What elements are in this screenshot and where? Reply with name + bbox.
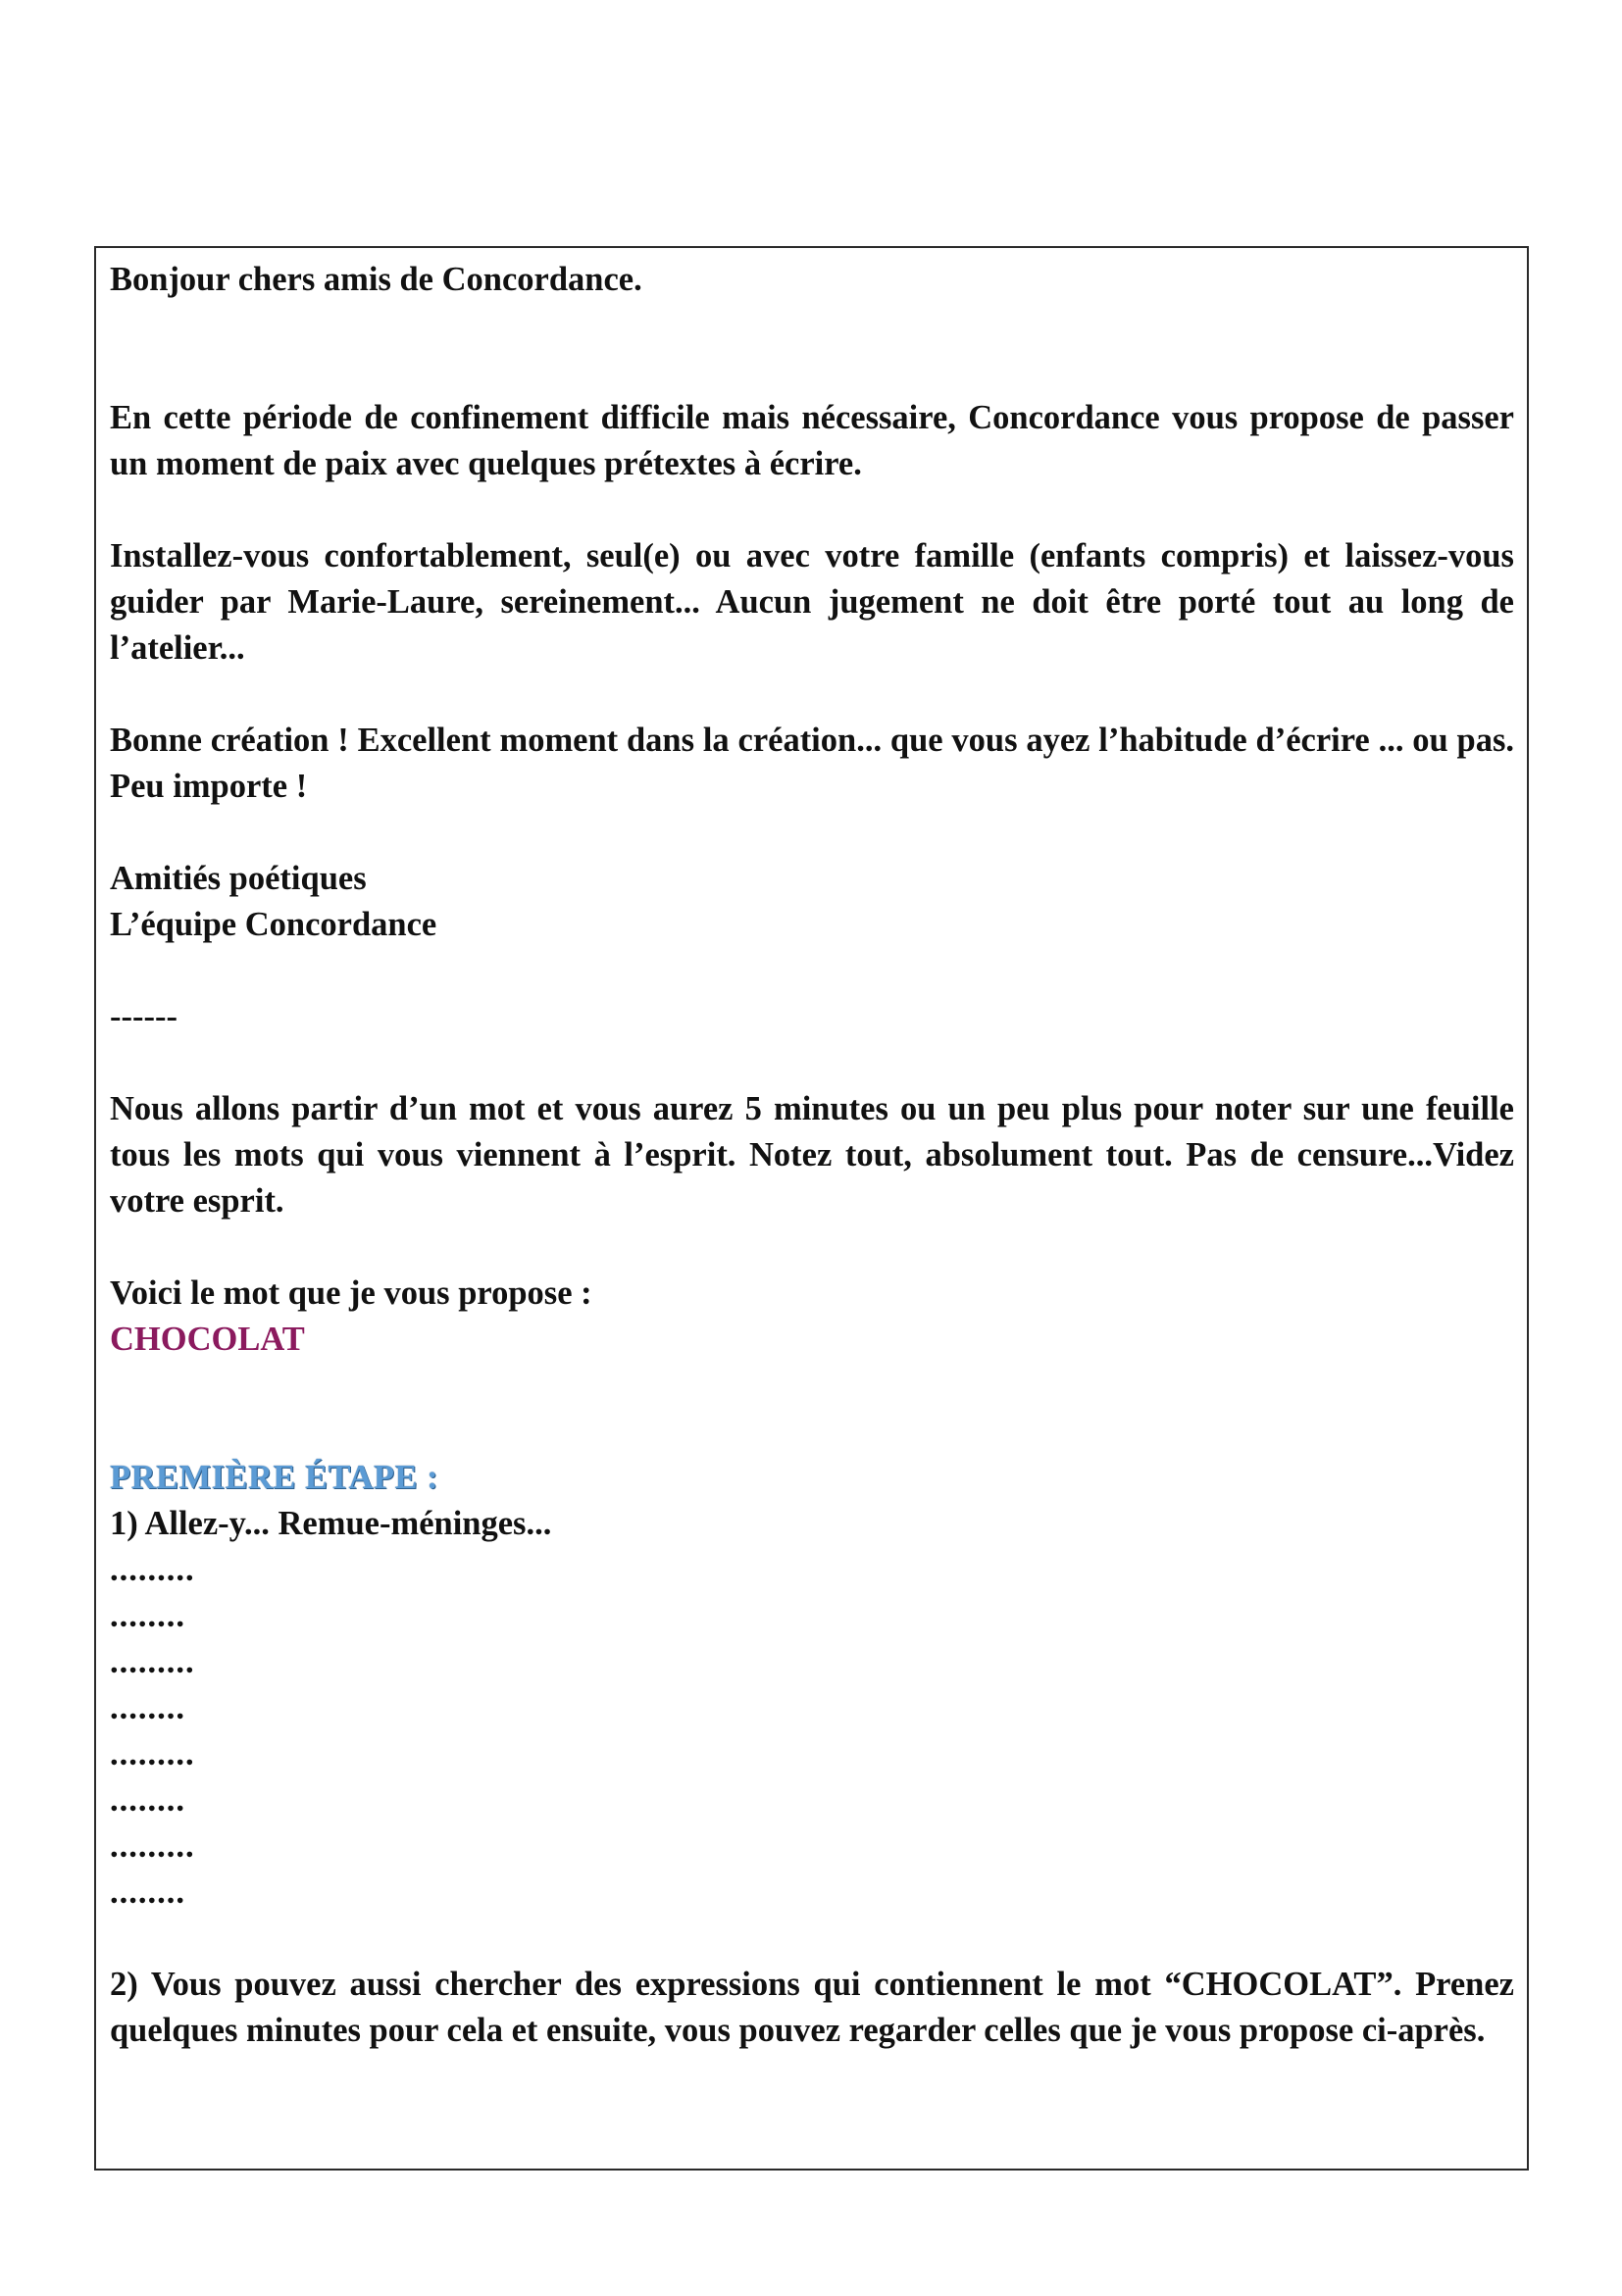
dot-line: ......... xyxy=(110,1827,195,1865)
dot-line: ........ xyxy=(110,1781,185,1819)
signature-line: Amitiés poétiques xyxy=(110,860,367,897)
intro-paragraph: Installez-vous confortablement, seul(e) ou avec votre famille (enfants compris) et laissez-vous guider par Marie-Laure, sereinement... Aucun jugement ne doit être porté tout au long de l’atelier... xyxy=(110,537,1514,667)
dot-line: ......... xyxy=(110,1735,195,1772)
spacer xyxy=(110,1916,1514,1962)
proposed-word: CHOCOLAT xyxy=(110,1321,305,1358)
spacer xyxy=(110,1409,1514,1455)
spacer xyxy=(110,810,1514,856)
dot-line: ........ xyxy=(110,1597,185,1634)
separator: ------ xyxy=(110,998,177,1035)
word-intro: Voici le mot que je vous propose : xyxy=(110,1274,592,1312)
spacer xyxy=(110,672,1514,718)
intro-paragraph: En cette période de confinement difficile mais nécessaire, Concordance vous propose de passer un moment de paix avec quelques prétextes à écrire. xyxy=(110,399,1514,482)
dot-line: ........ xyxy=(110,1873,185,1911)
document-body xyxy=(110,257,1514,2054)
step-title: PREMIÈRE ÉTAPE : xyxy=(110,1459,439,1496)
step-1: 1) Allez-y... Remue-méninges... xyxy=(110,1505,552,1542)
spacer xyxy=(110,1040,1514,1086)
spacer xyxy=(110,349,1514,395)
spacer xyxy=(110,948,1514,994)
spacer xyxy=(110,1224,1514,1271)
step-2: 2) Vous pouvez aussi chercher des expressions qui contiennent le mot “CHOCOLAT”. Prenez quelques minutes pour cela et ensuite, vous pouvez regarder celles que je vous propose ci-après. xyxy=(110,1966,1514,2049)
spacer xyxy=(110,303,1514,349)
dot-line: ......... xyxy=(110,1643,195,1680)
spacer xyxy=(110,1363,1514,1409)
intro-paragraph: Bonne création ! Excellent moment dans la création... que vous ayez l’habitude d’écrire ... ou pas. Peu importe ! xyxy=(110,722,1514,805)
signature-line: L’équipe Concordance xyxy=(110,906,437,943)
spacer xyxy=(110,487,1514,533)
dot-line: ......... xyxy=(110,1551,195,1588)
dot-line: ........ xyxy=(110,1689,185,1726)
greeting: Bonjour chers amis de Concordance. xyxy=(110,261,642,298)
instructions-paragraph: Nous allons partir d’un mot et vous aurez 5 minutes ou un peu plus pour noter sur une feuille tous les mots qui vous viennent à l’esprit. Notez tout, absolument tout. Pas de censure...Videz votre esprit. xyxy=(110,1090,1514,1220)
